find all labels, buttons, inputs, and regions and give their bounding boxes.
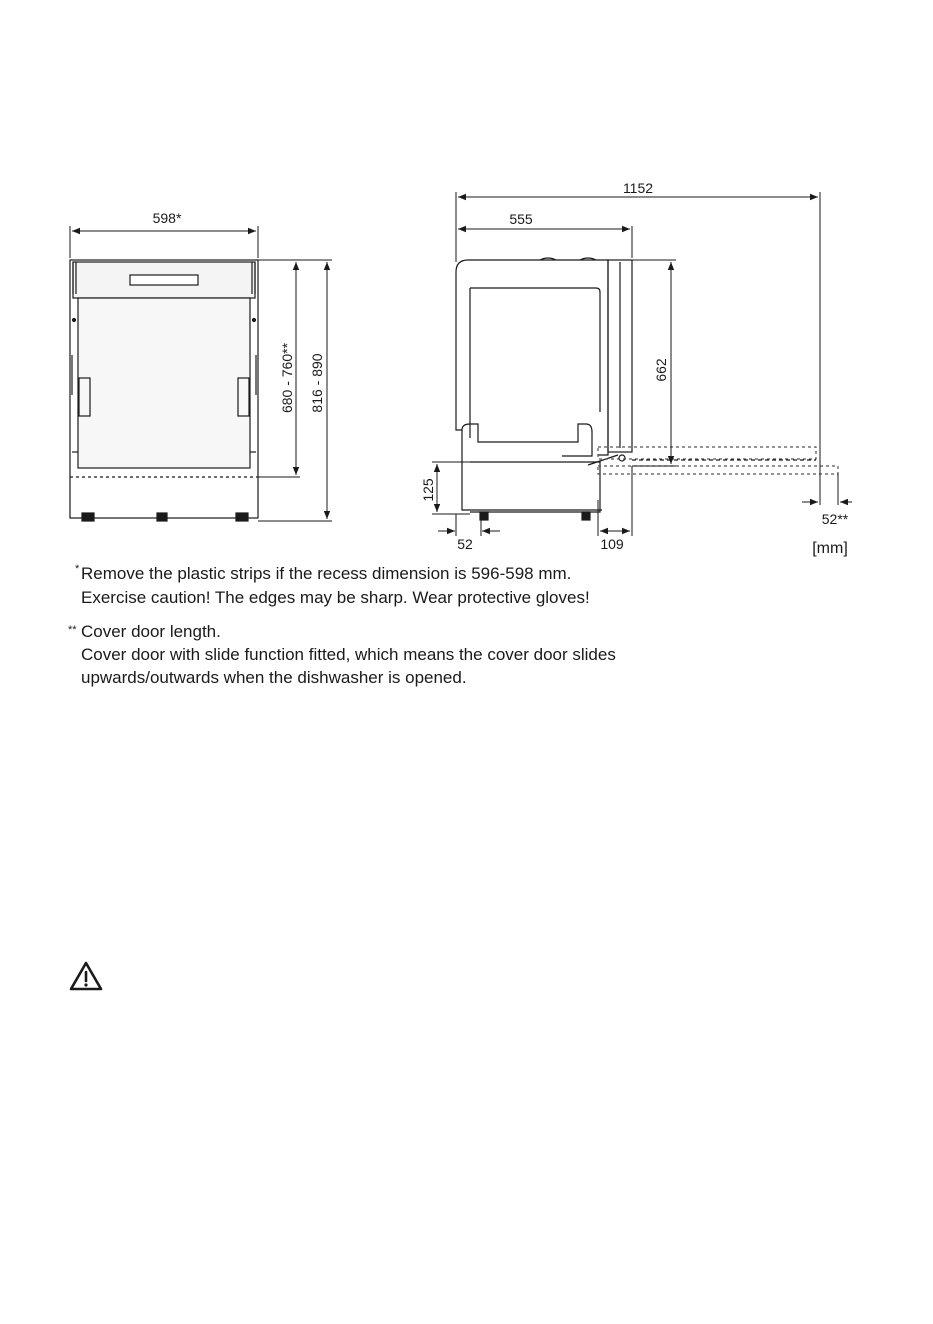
note2-marker: ** — [68, 624, 77, 636]
dim-front-width: 598* — [152, 210, 182, 226]
dim-depth: 555 — [509, 211, 533, 227]
dim-front-total-height: 816 - 890 — [309, 353, 325, 413]
dim-door-height: 662 — [653, 358, 669, 382]
dim-plinth-height: 125 — [420, 478, 436, 502]
unit-label: [mm] — [812, 540, 848, 557]
note1-marker: * — [75, 563, 80, 575]
dim-door-depth: 109 — [600, 536, 624, 552]
dim-cover-door: 52** — [821, 511, 849, 527]
side-dimension-lines — [432, 192, 852, 536]
side-view — [456, 258, 838, 520]
note2-line2: Cover door with slide function fitted, which means the cover door slides — [81, 645, 616, 664]
dim-total-depth: 1152 — [622, 180, 654, 196]
dim-front-inner-height: 680 - 760** — [279, 342, 295, 414]
note1-line1: Remove the plastic strips if the recess dimension is 596-598 mm. — [81, 564, 572, 583]
front-view — [70, 260, 258, 521]
warning-triangle-icon — [68, 960, 104, 992]
note1-line2: Exercise caution! The edges may be sharp. Wear protective gloves! — [81, 588, 590, 607]
note2-line1: Cover door length. — [81, 622, 221, 641]
dim-plinth-offset: 52 — [457, 536, 473, 552]
note2-line3: upwards/outwards when the dishwasher is opened. — [81, 668, 467, 687]
